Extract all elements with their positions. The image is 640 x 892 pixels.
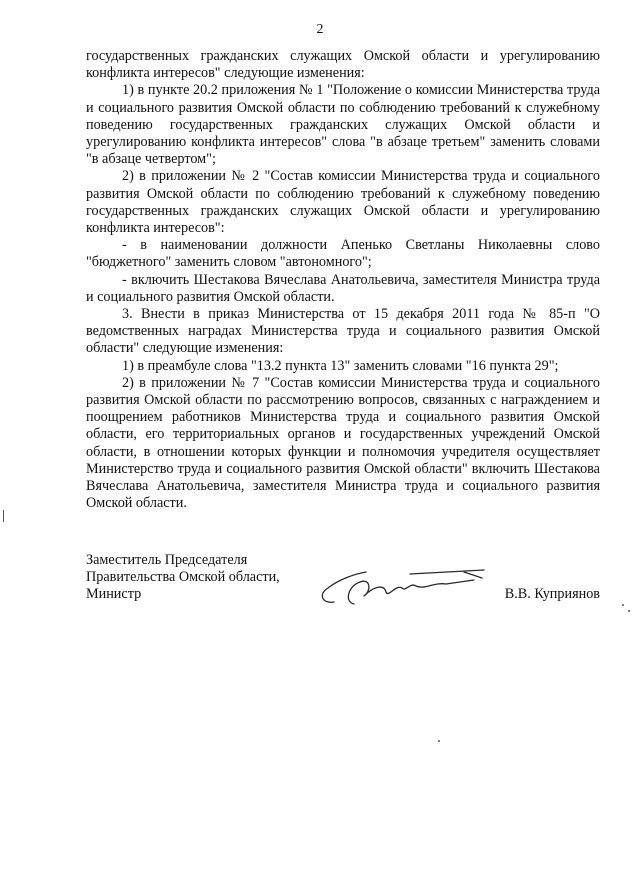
- scan-speck: [622, 604, 624, 606]
- handwritten-signature: [314, 564, 494, 614]
- signatory-title-line: Министр: [86, 586, 142, 603]
- signatory-name: В.В. Куприянов: [504, 586, 600, 602]
- signatory-title-line: Заместитель Председателя: [86, 552, 248, 568]
- paragraph-6: 3. Внести в приказ Министерства от 15 декабря 2011 года № 85-п "О ведомственных наградах Министерства труда и социального развития Омской области" следующие изменения:: [86, 306, 600, 357]
- scan-speck: [628, 610, 630, 612]
- paragraph-8: 2) в приложении № 7 "Состав комиссии Министерства труда и социального развития Омской области по рассмотрению вопросов, связанных с награждением и поощрением работников Министерства труда и социального развития Омской области, его территориальных органов и государственных учреждений Омской области, в отношении которых функции и полномочия учредителя осуществляет Министерство труда и социального развития Омской области" включить Шестакова Вячеслава Анатольевича, заместителя Министра труда и социального развития Омской области.: [86, 374, 600, 512]
- signature-block: [86, 552, 600, 604]
- scan-speck: [3, 510, 4, 522]
- paragraph-7: 1) в преамбуле слова "13.2 пункта 13" заменить словами "16 пункта 29";: [122, 357, 559, 374]
- paragraph-3: 2) в приложении № 2 "Состав комиссии Министерства труда и социального развития Омской области по соблюдению требований к служебному поведению государственных гражданских служащих Омской области и урегулированию конфликта интересов":: [86, 168, 600, 237]
- paragraph-5: - включить Шестакова Вячеслава Анатольевича, заместителя Министра труда и социального развития Омской области.: [86, 271, 600, 305]
- document-body: [86, 48, 600, 512]
- signatory-title-line: Правительства Омской области,: [86, 569, 280, 586]
- paragraph-1: государственных гражданских служащих Омской области и урегулированию конфликта интересов" следующие изменения:: [86, 48, 600, 82]
- paragraph-2: 1) в пункте 20.2 приложения № 1 "Положение о комиссии Министерства труда и социального развития Омской области по соблюдению требований к служебному поведению государственных гражданских служащих Омской области и урегулированию конфликта интересов" слова "в абзаце третьем" заменить словами "в абзаце четвертом";: [86, 82, 600, 168]
- scan-speck: [438, 740, 440, 742]
- page-number: 2: [316, 22, 324, 37]
- paragraph-4: - в наименовании должности Апенько Светланы Николаевны слово "бюджетного" заменить словом "автономного";: [86, 237, 600, 271]
